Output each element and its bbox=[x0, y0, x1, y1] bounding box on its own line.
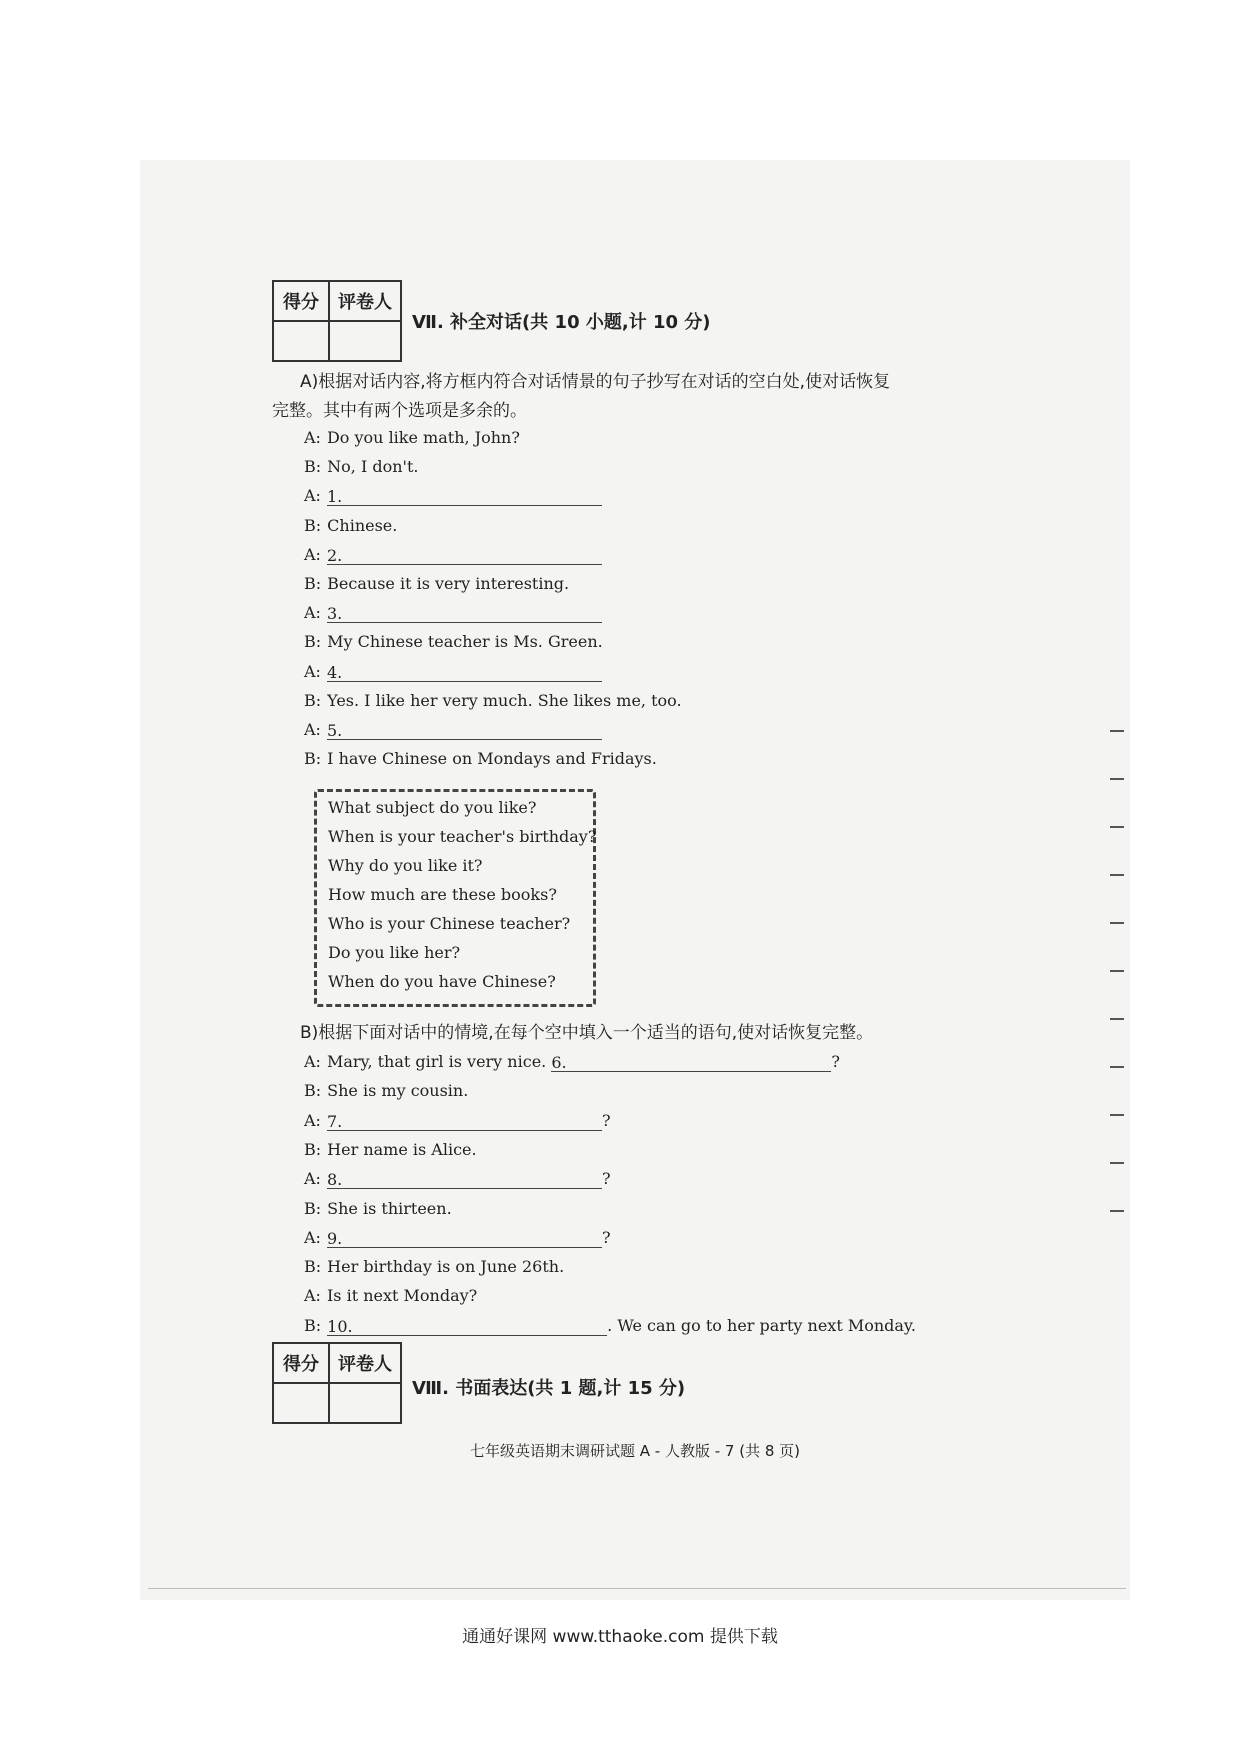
dialog-a-line bbox=[304, 486, 602, 506]
answer-blank[interactable] bbox=[327, 487, 602, 506]
speaker-label: B: bbox=[304, 515, 322, 535]
answer-blank[interactable] bbox=[327, 1170, 602, 1189]
speaker-label: B: bbox=[304, 1198, 322, 1218]
margin-tick bbox=[1110, 922, 1124, 924]
dialog-b-line bbox=[304, 1081, 468, 1101]
speaker-label: A: bbox=[304, 720, 321, 739]
dialog-text: Mary, that girl is very nice. bbox=[326, 1052, 552, 1071]
section8-title: Ⅷ. 书面表达(共 1 题,计 15 分) bbox=[412, 1378, 686, 1399]
speaker-label: A: bbox=[304, 1227, 321, 1247]
dialog-a-line bbox=[304, 691, 682, 711]
margin-tick bbox=[1110, 970, 1124, 972]
blank-number: 5. bbox=[326, 721, 343, 740]
dialog-b-line bbox=[304, 1286, 477, 1306]
score-header: 得分 bbox=[273, 281, 329, 321]
trailing-text: ? bbox=[831, 1052, 840, 1071]
speaker-label: A: bbox=[304, 428, 321, 447]
speaker-label: A: bbox=[304, 603, 321, 623]
answer-blank[interactable] bbox=[327, 1112, 602, 1131]
dialog-b-line bbox=[304, 1316, 916, 1336]
speaker-label: B: bbox=[304, 574, 322, 593]
speaker-label: A: bbox=[304, 544, 321, 564]
dialog-b-line bbox=[304, 1228, 611, 1248]
margin-tick bbox=[1110, 1162, 1124, 1164]
dialog-a-line bbox=[304, 545, 602, 565]
dialog-text: Is it next Monday? bbox=[326, 1286, 478, 1306]
answer-blank[interactable] bbox=[327, 546, 602, 565]
dialog-a-line bbox=[304, 749, 657, 769]
dialog-b-line bbox=[304, 1111, 611, 1131]
grader-header: 评卷人 bbox=[329, 281, 401, 321]
speaker-label: A: bbox=[304, 1052, 321, 1071]
dialog-a-line bbox=[304, 720, 602, 740]
answer-blank[interactable] bbox=[327, 1229, 602, 1248]
margin-tick bbox=[1110, 826, 1124, 828]
dialog-text: She is thirteen. bbox=[327, 1198, 452, 1218]
option-item: When is your teacher's birthday? bbox=[328, 827, 597, 846]
trailing-text: ? bbox=[601, 1110, 611, 1130]
dialog-text: Her birthday is on June 26th. bbox=[327, 1257, 565, 1277]
dialog-a-line bbox=[304, 428, 520, 448]
score-cell bbox=[273, 321, 329, 361]
dialog-a-line bbox=[304, 574, 569, 594]
dialog-text: Do you like math, John? bbox=[326, 428, 520, 447]
grader-header: 评卷人 bbox=[329, 1343, 401, 1383]
option-item: What subject do you like? bbox=[328, 798, 537, 817]
dialog-text: My Chinese teacher is Ms. Green. bbox=[327, 632, 603, 652]
trailing-text: ? bbox=[601, 1227, 611, 1247]
blank-number: 10. bbox=[327, 1316, 353, 1336]
score-table-1 bbox=[272, 280, 402, 362]
dialog-b-line bbox=[304, 1169, 611, 1189]
dialog-a-line bbox=[304, 632, 603, 652]
speaker-label: B: bbox=[304, 457, 322, 477]
margin-tick bbox=[1110, 1210, 1124, 1212]
answer-blank[interactable] bbox=[327, 1317, 607, 1336]
speaker-label: B: bbox=[304, 690, 322, 710]
option-item: Who is your Chinese teacher? bbox=[328, 914, 571, 933]
speaker-label: A: bbox=[304, 1169, 321, 1189]
dialog-text: No, I don't. bbox=[327, 457, 419, 477]
blank-number: 8. bbox=[326, 1170, 343, 1190]
margin-tick bbox=[1110, 1066, 1124, 1068]
speaker-label: B: bbox=[304, 749, 322, 769]
speaker-label: A: bbox=[304, 1286, 321, 1306]
dialog-text: Because it is very interesting. bbox=[327, 574, 570, 593]
score-header: 得分 bbox=[273, 1343, 329, 1383]
partA-instruction-1: A)根据对话内容,将方框内符合对话情景的句子抄写在对话的空白处,使对话恢复 bbox=[300, 372, 891, 392]
score-table-2 bbox=[272, 1342, 402, 1424]
option-item: Do you like her? bbox=[328, 943, 461, 962]
answer-blank[interactable] bbox=[327, 663, 602, 682]
dialog-b-line bbox=[304, 1199, 452, 1219]
speaker-label: B: bbox=[304, 1315, 322, 1335]
blank-number: 2. bbox=[326, 545, 343, 565]
dialog-a-line bbox=[304, 457, 418, 477]
speaker-label: B: bbox=[304, 1081, 322, 1101]
grader-cell bbox=[329, 321, 401, 361]
dialog-a-line bbox=[304, 516, 397, 536]
margin-tick bbox=[1110, 874, 1124, 876]
partB-instruction: B)根据下面对话中的情境,在每个空中填入一个适当的语句,使对话恢复完整。 bbox=[300, 1023, 874, 1043]
bottom-rule bbox=[148, 1588, 1126, 1589]
speaker-label: A: bbox=[304, 486, 321, 506]
speaker-label: A: bbox=[304, 1110, 321, 1130]
section7-title: Ⅶ. 补全对话(共 10 小题,计 10 分) bbox=[412, 312, 711, 333]
blank-number: 4. bbox=[326, 662, 343, 682]
dialog-text: Her name is Alice. bbox=[327, 1139, 477, 1159]
speaker-label: B: bbox=[304, 1139, 322, 1159]
option-item: Why do you like it? bbox=[328, 856, 483, 875]
blank-number: 6. bbox=[551, 1053, 567, 1072]
margin-tick bbox=[1110, 778, 1124, 780]
blank-number: 3. bbox=[326, 604, 343, 624]
dialog-text: She is my cousin. bbox=[327, 1081, 469, 1101]
speaker-label: B: bbox=[304, 1257, 322, 1277]
trailing-text: . We can go to her party next Monday. bbox=[607, 1315, 916, 1335]
margin-tick bbox=[1110, 1114, 1124, 1116]
dialog-text: Yes. I like her very much. She likes me, too. bbox=[327, 690, 682, 710]
speaker-label: A: bbox=[304, 661, 321, 681]
dialog-text: Chinese. bbox=[327, 515, 398, 535]
margin-tick bbox=[1110, 1018, 1124, 1020]
dialog-a-line bbox=[304, 662, 602, 682]
margin-tick bbox=[1110, 730, 1124, 732]
answer-blank[interactable] bbox=[551, 1053, 831, 1072]
blank-number: 9. bbox=[326, 1228, 343, 1248]
partA-instruction-2: 完整。其中有两个选项是多余的。 bbox=[272, 401, 527, 421]
trailing-text: ? bbox=[601, 1169, 611, 1189]
dialog-b-line bbox=[304, 1140, 477, 1160]
option-item: How much are these books? bbox=[328, 885, 557, 904]
blank-number: 1. bbox=[326, 487, 343, 507]
dialog-text: I have Chinese on Mondays and Fridays. bbox=[327, 749, 657, 769]
option-item: When do you have Chinese? bbox=[328, 972, 556, 991]
dialog-b-line bbox=[304, 1257, 564, 1277]
blank-number: 7. bbox=[326, 1111, 343, 1131]
answer-blank[interactable] bbox=[327, 721, 602, 740]
grader-cell bbox=[329, 1383, 401, 1423]
dialog-b-line bbox=[304, 1052, 840, 1072]
answer-blank[interactable] bbox=[327, 604, 602, 623]
score-cell bbox=[273, 1383, 329, 1423]
site-footer: 通通好课网 www.tthaoke.com 提供下载 bbox=[462, 1627, 778, 1647]
speaker-label: B: bbox=[304, 632, 322, 652]
dialog-a-line bbox=[304, 603, 602, 623]
page-footer: 七年级英语期末调研试题 A - 人教版 - 7 (共 8 页) bbox=[469, 1442, 801, 1460]
